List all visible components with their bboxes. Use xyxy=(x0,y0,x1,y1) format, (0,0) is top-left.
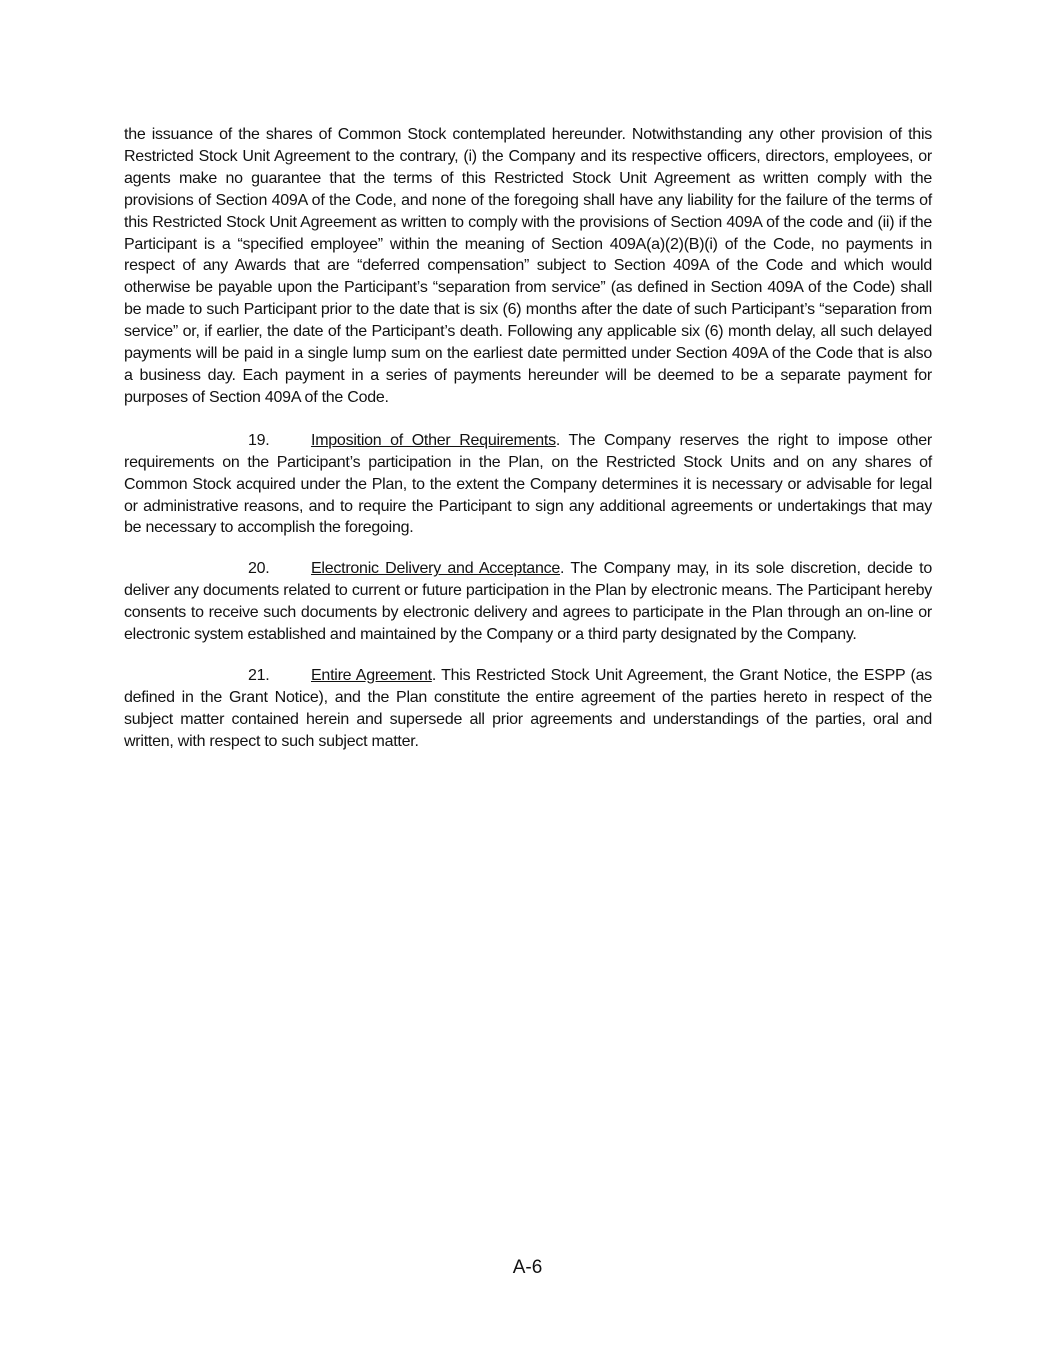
section-title: Entire Agreement xyxy=(311,666,432,684)
section-number: 20. xyxy=(248,560,270,578)
page-number: A-6 xyxy=(512,1257,543,1278)
section-21 xyxy=(124,665,932,753)
section-20 xyxy=(124,558,932,646)
section-title: Imposition of Other Requirements xyxy=(311,431,556,449)
section-number: 21. xyxy=(248,666,270,684)
document-body xyxy=(124,124,932,772)
section-19 xyxy=(124,430,932,540)
opening-paragraph: the issuance of the shares of Common Stock contemplated hereunder. Notwithstanding any other provision of this Restricted Stock Unit Agreement to the contrary, (i) the Company and its respective officers, directors, employees, or agents make no guarantee that the terms of this Restricted Stock Unit Agreement as written comply with the provisions of Section 409A of the Code, and none of the foregoing shall have any liability for the failure of the terms of this Restricted Stock Unit Agreement as written to comply with the provisions of Section 409A of the code and (ii) if the Participant is a “specified employee” within the meaning of Section 409A(a)(2)(B)(i) of the Code, no payments in respect of any Awards that are “deferred compensation” subject to Section 409A of the Code and which would otherwise be payable upon the Participant’s “separation from service” (as defined in Section 409A of the Code) shall be made to such Participant prior to the date that is six (6) months after the date of such Participant’s “separation from service” or, if earlier, the date of the Participant’s death. Following any applicable six (6) month delay, all such delayed payments will be paid in a single lump sum on the earliest date permitted under Section 409A of the Code that is also a business day. Each payment in a series of payments hereunder will be deemed to be a separate payment for purposes of Section 409A of the Code. xyxy=(124,126,932,406)
section-text: . The Company reserves the right to impose other requirements on the Participant’s participation in the Plan, on the Restricted Stock Units and on any shares of Common Stock acquired under the Plan, to the extent the Company determines it is necessary or advisable for legal or administrative reasons, and to require the Participant to sign any additional agreements or undertakings that may be necessary to accomplish the foregoing. xyxy=(124,431,933,537)
section-number: 19. xyxy=(248,431,270,449)
section-text: . This Restricted Stock Unit Agreement, the Grant Notice, the ESPP (as defined in the Grant Notice), and the Plan constitute the entire agreement of the parties hereto in respect of the subject matter contained herein and supersede all prior agreements and understandings of the parties, oral and written, with respect to such subject matter. xyxy=(124,666,932,750)
section-title: Electronic Delivery and Acceptance xyxy=(311,560,560,578)
section-text: . The Company may, in its sole discretion, decide to deliver any documents related to current or future participation in the Plan by electronic means. The Participant hereby consents to receive such documents by electronic delivery and agrees to participate in the Plan through an on-line or electronic system established and maintained by the Company or a third party designated by the Company. xyxy=(124,560,932,644)
